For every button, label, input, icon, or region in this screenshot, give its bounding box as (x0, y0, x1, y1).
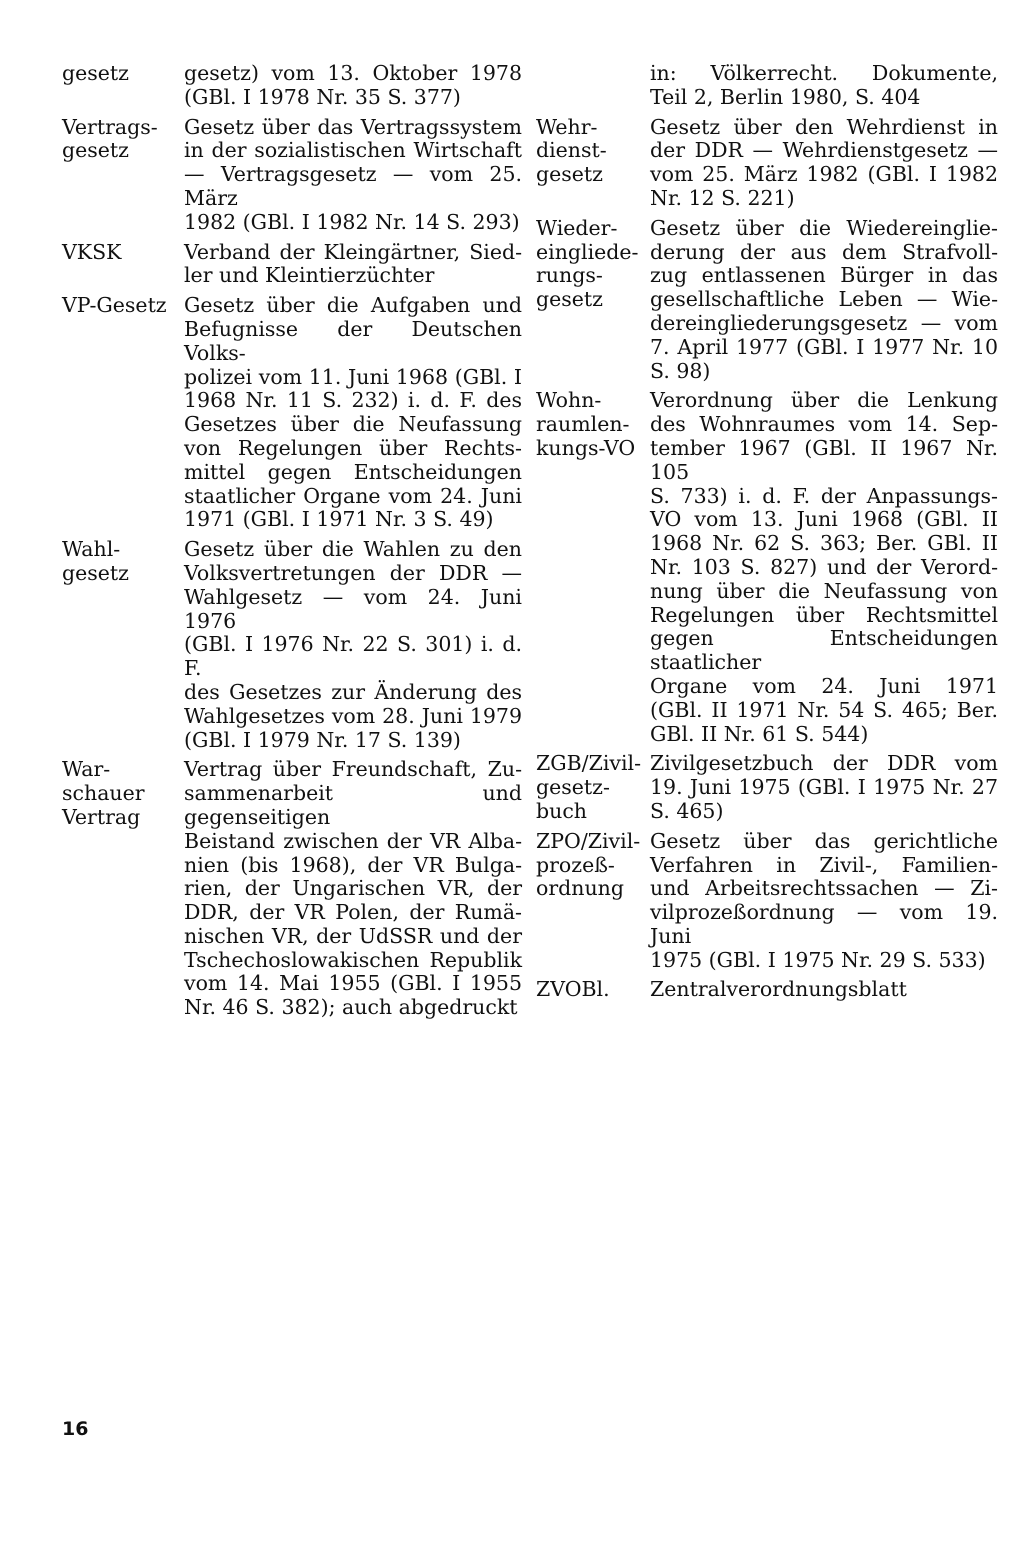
definition (650, 217, 998, 384)
glossary-entry (536, 389, 998, 746)
definition-line: gesetz) vom 13. Oktober 1978 (184, 61, 522, 85)
definition-line: vom 25. März 1982 (GBl. I 1982 (650, 162, 998, 187)
definition (184, 116, 522, 235)
definition-line: 7. April 1977 (GBl. I 1977 Nr. 10 (650, 334, 998, 359)
definition (650, 978, 998, 1002)
definition (650, 116, 998, 211)
definition-line: Verband der Kleingärtner, Sied- (184, 239, 522, 264)
definition-line: von Regelungen über Rechts- (184, 435, 522, 460)
definition-line: (GBl. II 1971 Nr. 54 S. 465; Ber. (650, 697, 998, 722)
definition-line: Nr. 46 S. 382); auch abgedruckt (184, 995, 518, 1020)
definition-line: Gesetz über die Aufgaben und (184, 293, 522, 318)
glossary-entry (536, 217, 998, 384)
glossary-entry (536, 978, 998, 1002)
definition-line: Tschechoslowakischen Republik (184, 947, 522, 972)
definition (184, 538, 522, 752)
glossary-entry (536, 752, 998, 823)
definition-line: in: Völkerrecht. Dokumente, (650, 61, 998, 85)
abbreviation: ZGB/Zivil- gesetz- buch (536, 751, 642, 823)
definition-line: 1975 (GBl. I 1975 Nr. 29 S. 533) (650, 947, 986, 972)
definition (650, 752, 998, 823)
glossary-entry (62, 294, 522, 532)
abbreviation: VP-Gesetz (62, 293, 167, 318)
definition-line: GBl. II Nr. 61 S. 544) (650, 721, 869, 746)
definition-line: Vertrag über Freundschaft, Zu- (184, 757, 522, 782)
definition-line: vom 14. Mai 1955 (GBl. I 1955 (184, 971, 522, 996)
definition-line: S. 733) i. d. F. der Anpassungs- (650, 483, 998, 508)
definition-line: — Vertragsgesetz — vom 25. März (184, 162, 522, 210)
definition-line: mittel gegen Entscheidungen (184, 459, 522, 484)
glossary-entry (62, 62, 522, 110)
definition-line: derung der aus dem Strafvoll- (650, 239, 998, 264)
definition-line: Volksvertretungen der DDR — (184, 560, 522, 585)
right-column (536, 62, 998, 1008)
definition-line: Regelungen über Rechtsmittel (650, 602, 998, 627)
definition-line: Zivilgesetzbuch der DDR vom (650, 751, 998, 776)
definition-line: 1982 (GBl. I 1982 Nr. 14 S. 293) (184, 209, 520, 234)
abbreviation: gesetz (62, 61, 129, 85)
glossary-entry (62, 241, 522, 289)
definition (184, 241, 522, 289)
definition-line: gesellschaftliche Leben — Wie- (650, 287, 998, 312)
definition-line: S. 98) (650, 358, 711, 383)
abbreviation: Wohn- raumlen- kungs-VO (536, 388, 636, 460)
definition-line: S. 465) (650, 798, 724, 823)
definition-line: nischen VR, der UdSSR und der (184, 923, 522, 948)
definition-line: Teil 2, Berlin 1980, S. 404 (650, 84, 921, 109)
glossary-entry (536, 830, 998, 973)
abbreviation: VKSK (62, 239, 122, 264)
definition-line: staatlicher Organe vom 24. Juni (184, 483, 522, 508)
definition-line: der DDR — Wehrdienstgesetz — (650, 138, 998, 163)
definition-line: (GBl. I 1979 Nr. 17 S. 139) (184, 727, 461, 752)
definition-line: DDR, der VR Polen, der Rumä- (184, 900, 522, 925)
abbreviation: Wehr- dienst- gesetz (536, 114, 607, 187)
abbreviation: ZVOBl. (536, 977, 610, 1002)
definition-line: gegen Entscheidungen staatlicher (650, 626, 998, 675)
definition-line: Organe vom 24. Juni 1971 (650, 673, 998, 698)
abbreviation: Wahl- gesetz (62, 537, 129, 585)
abbreviation: War- schauer Vertrag (62, 757, 145, 829)
definition-line: und Arbeitsrechtssachen — Zi- (650, 876, 998, 901)
definition-line: Gesetz über die Wahlen zu den (184, 537, 522, 562)
definition-line: Beistand zwischen der VR Alba- (184, 828, 522, 853)
definition (650, 389, 998, 746)
definition-line: des Wohnraumes vom 14. Sep- (650, 412, 998, 437)
continued-entry (650, 62, 998, 110)
definition (184, 62, 522, 110)
definition (650, 830, 998, 973)
definition-line: des Gesetzes zur Änderung des (184, 679, 522, 704)
definition-line: Gesetz über das gerichtliche (650, 828, 998, 853)
definition-line: Gesetzes über die Neufassung (184, 412, 522, 437)
page-number: 16 (62, 1418, 89, 1440)
glossary-entry (62, 116, 522, 235)
definition-line: tember 1967 (GBl. II 1967 Nr. 105 (650, 435, 998, 484)
definition (184, 294, 522, 532)
definition-line: in der sozialistischen Wirtschaft (184, 138, 522, 163)
definition-line: rien, der Ungarischen VR, der (184, 876, 522, 901)
left-column (62, 62, 522, 1026)
definition-line: polizei vom 11. Juni 1968 (GBl. I (184, 364, 522, 389)
definition (184, 758, 522, 1020)
definition-line: zug entlassenen Bürger in das (650, 263, 998, 288)
definition-line: Befugnisse der Deutschen Volks- (184, 316, 522, 365)
definition-line: Gesetz über die Wiedereinglie- (650, 215, 998, 240)
definition-line: (GBl. I 1976 Nr. 22 S. 301) i. d. F. (184, 632, 522, 681)
definition-line: nien (bis 1968), der VR Bulga- (184, 852, 522, 877)
definition-line: (GBl. I 1978 Nr. 35 S. 377) (184, 84, 461, 109)
definition-line: Gesetz über den Wehrdienst in (650, 114, 998, 139)
definition-line: dereingliederungsgesetz — vom (650, 310, 998, 335)
definition-line: nung über die Neufassung von (650, 578, 998, 603)
definition-line: Nr. 103 S. 827) und der Verord- (650, 554, 998, 579)
definition-line: Wahlgesetzes vom 28. Juni 1979 (184, 703, 522, 728)
abbreviation: ZPO/Zivil- prozeß- ordnung (536, 828, 641, 901)
definition-line: 19. Juni 1975 (GBl. I 1975 Nr. 27 (650, 775, 998, 800)
definition-line: sammenarbeit und gegenseitigen (184, 781, 522, 829)
glossary-entry (62, 538, 522, 752)
glossary-entry (536, 116, 998, 211)
definition-line: Wahlgesetz — vom 24. Juni 1976 (184, 584, 522, 633)
abbreviation: Vertrags- gesetz (62, 114, 158, 163)
definition-line: Zentralverordnungsblatt (650, 977, 907, 1002)
definition-line: Gesetz über das Vertragssystem (184, 114, 522, 139)
definition-line: 1971 (GBl. I 1971 Nr. 3 S. 49) (184, 507, 494, 532)
definition-line: VO vom 13. Juni 1968 (GBl. II (650, 507, 998, 532)
definition-line: 1968 Nr. 62 S. 363; Ber. GBl. II (650, 531, 998, 556)
definition-line: Nr. 12 S. 221) (650, 185, 795, 210)
glossary-entry (62, 758, 522, 1020)
definition-line: Verordnung über die Lenkung (650, 388, 998, 413)
definition-line: vilprozeßordnung — vom 19. Juni (650, 900, 998, 948)
abbreviation: Wieder- eingliede- rungs- gesetz (536, 215, 639, 312)
definition-line: ler und Kleintierzüchter (184, 263, 435, 288)
definition-line: Verfahren in Zivil-, Familien- (650, 852, 998, 877)
definition-line: 1968 Nr. 11 S. 232) i. d. F. des (184, 388, 522, 413)
